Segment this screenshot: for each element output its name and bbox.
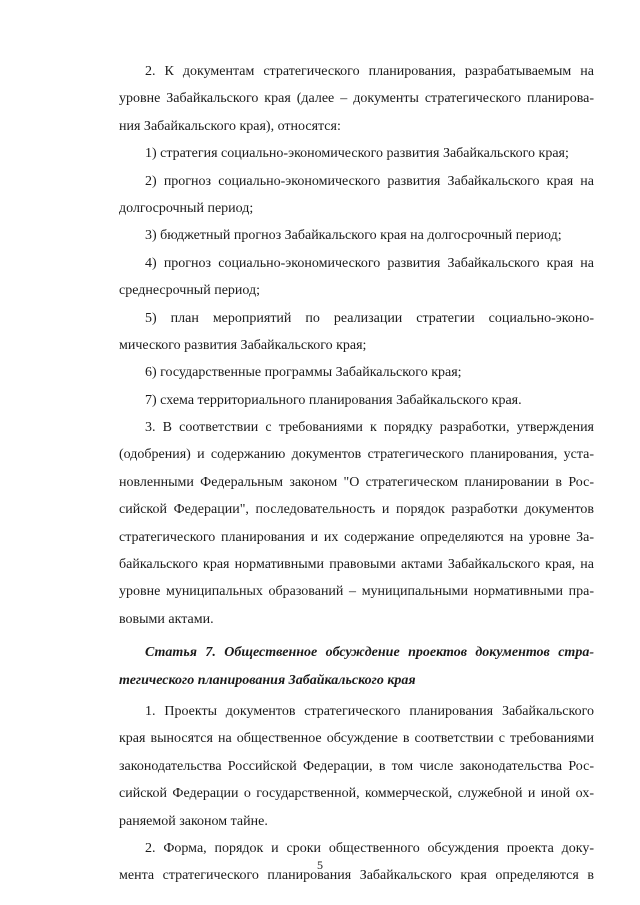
article-7-heading bbox=[119, 639, 594, 694]
body-text-line: раняемой законом тайне. bbox=[119, 813, 268, 829]
body-text-line: ния Забайкальского края), относятся: bbox=[119, 118, 341, 134]
body-text-line: 4) прогноз социально-экономического развития Забайкальского края на bbox=[145, 255, 594, 271]
page-number: 5 bbox=[317, 858, 323, 872]
body-text-line: 1. Проекты документов стратегического планирования Забайкальского bbox=[145, 703, 594, 719]
body-text-line: мента стратегического планирования Забайкальского края определяются в bbox=[119, 868, 594, 884]
body-text-line: мического развития Забайкальского края; bbox=[119, 337, 367, 353]
body-text-line: законодательства Российской Федерации, в том числе законодательства Рос- bbox=[119, 758, 594, 774]
body-text-line: 7) схема территориального планирования Забайкальского края. bbox=[145, 392, 522, 408]
heading-text-line: Статья 7. Общественное обсуждение проектов документов стра- bbox=[145, 645, 594, 661]
body-text-line: сийской Федерации о государственной, коммерческой, служебной и иной ох- bbox=[119, 786, 594, 802]
body-text-line: (одобрения) и содержанию документов стратегического планирования, уста- bbox=[119, 447, 594, 463]
body-text-line: среднесрочный период; bbox=[119, 283, 261, 299]
body-text-line: 3. В соответствии с требованиями к порядку разработки, утверждения bbox=[145, 420, 594, 436]
body-text-line: 2) прогноз социально-экономического развития Забайкальского края на bbox=[145, 173, 594, 189]
body-text-line: 2. К документам стратегического планирования, разрабатываемым на bbox=[145, 64, 594, 79]
body-text-line: края выносятся на общественное обсуждение в соответствии с требованиями bbox=[119, 731, 594, 747]
body-text-line: новленными Федеральным законом "О стратегическом планировании в Рос- bbox=[119, 474, 594, 490]
body-text-line: 1) стратегия социально-экономического развития Забайкальского края; bbox=[145, 146, 569, 162]
body-text-line: сийской Федерации", последовательность и порядок разработки документов bbox=[119, 502, 594, 518]
body-text-line: 6) государственные программы Забайкальского края; bbox=[145, 365, 462, 381]
body-text-line: 5) план мероприятий по реализации стратегии социально-эконо- bbox=[145, 310, 594, 326]
body-text-line: уровне Забайкальского края (далее – документы стратегического планирова- bbox=[119, 91, 594, 107]
body-text-line: вовыми актами. bbox=[119, 611, 214, 627]
body-text-line: уровне муниципальных образований – муниципальными нормативными пра- bbox=[119, 584, 594, 600]
body-text-line: долгосрочный период; bbox=[119, 200, 254, 216]
article-6-continuation bbox=[119, 58, 594, 633]
body-text-line: стратегического планирования и их содержание определяются на уровне За- bbox=[119, 529, 594, 545]
body-text-line: байкальского края нормативными правовыми актами Забайкальского края, на bbox=[119, 557, 594, 573]
heading-text-line: тегического планирования Забайкальского края bbox=[119, 672, 416, 688]
body-text-line: 3) бюджетный прогноз Забайкальского края на долгосрочный период; bbox=[145, 228, 562, 244]
document-body bbox=[119, 58, 594, 890]
body-text-line: 2. Форма, порядок и сроки общественного обсуждения проекта доку- bbox=[145, 840, 594, 856]
